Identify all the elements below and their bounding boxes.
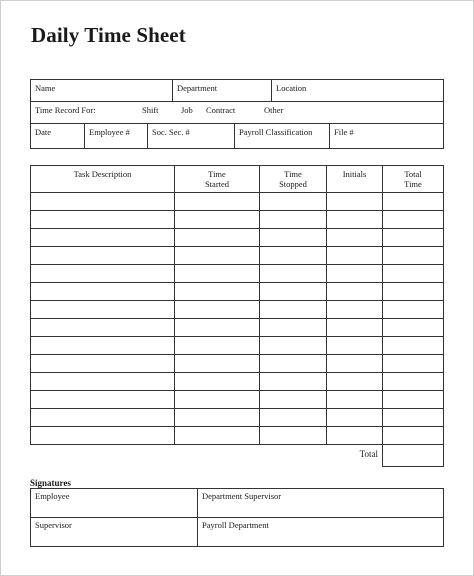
soc-sec-number-field[interactable]	[148, 124, 235, 148]
other-option[interactable]: Other	[264, 105, 284, 115]
table-row	[31, 391, 444, 409]
payroll-department-signature-field[interactable]	[198, 518, 444, 547]
total-label: Total	[359, 449, 378, 459]
soc-sec-number-label: Soc. Sec. #	[152, 127, 190, 137]
table-row	[31, 265, 444, 283]
table-row	[31, 337, 444, 355]
table-row	[31, 247, 444, 265]
employee-number-label: Employee #	[89, 127, 130, 137]
col-header-initials: Initials	[327, 166, 383, 193]
table-row	[31, 229, 444, 247]
time-record-for-field[interactable]	[31, 102, 444, 124]
table-row	[31, 193, 444, 211]
employee-info-table	[30, 79, 444, 149]
table-row	[31, 283, 444, 301]
col-header-time-stopped: Time Stopped	[260, 166, 327, 193]
task-table	[30, 165, 444, 467]
date-label: Date	[35, 127, 52, 137]
table-row	[31, 211, 444, 229]
contract-option[interactable]: Contract	[206, 105, 236, 115]
supervisor-signature-label: Supervisor	[35, 520, 72, 530]
signatures-table	[30, 488, 444, 547]
date-field[interactable]	[31, 124, 85, 148]
shift-option[interactable]: Shift	[142, 105, 159, 115]
payroll-classification-field[interactable]	[235, 124, 330, 148]
payroll-classification-label: Payroll Classification	[239, 127, 313, 137]
job-option[interactable]: Job	[181, 105, 193, 115]
department-label: Department	[177, 83, 218, 93]
table-row	[31, 301, 444, 319]
col-header-total-time: Total Time	[383, 166, 444, 193]
department-field[interactable]	[173, 80, 272, 102]
employee-signature-field[interactable]	[31, 489, 198, 518]
table-row	[31, 355, 444, 373]
file-number-label: File #	[334, 127, 354, 137]
time-record-for-label: Time Record For:	[35, 105, 96, 115]
file-number-field[interactable]	[330, 124, 444, 148]
table-row	[31, 409, 444, 427]
task-rows	[31, 193, 444, 445]
signatures-heading: Signatures	[30, 478, 71, 488]
table-row	[31, 319, 444, 337]
table-row	[31, 373, 444, 391]
col-header-time-started: Time Started	[175, 166, 260, 193]
location-label: Location	[276, 83, 307, 93]
name-field[interactable]	[31, 80, 173, 102]
employee-signature-label: Employee	[35, 491, 70, 501]
department-supervisor-signature-label: Department Supervisor	[202, 491, 282, 501]
total-time-field[interactable]	[383, 445, 444, 467]
supervisor-signature-field[interactable]	[31, 518, 198, 547]
col-header-task-description: Task Description	[31, 166, 175, 193]
name-label: Name	[35, 83, 56, 93]
location-field[interactable]	[272, 80, 444, 102]
table-row	[31, 427, 444, 445]
page-title: Daily Time Sheet	[31, 23, 186, 47]
payroll-department-signature-label: Payroll Department	[202, 520, 269, 530]
department-supervisor-signature-field[interactable]	[198, 489, 444, 518]
employee-number-field[interactable]	[85, 124, 148, 148]
